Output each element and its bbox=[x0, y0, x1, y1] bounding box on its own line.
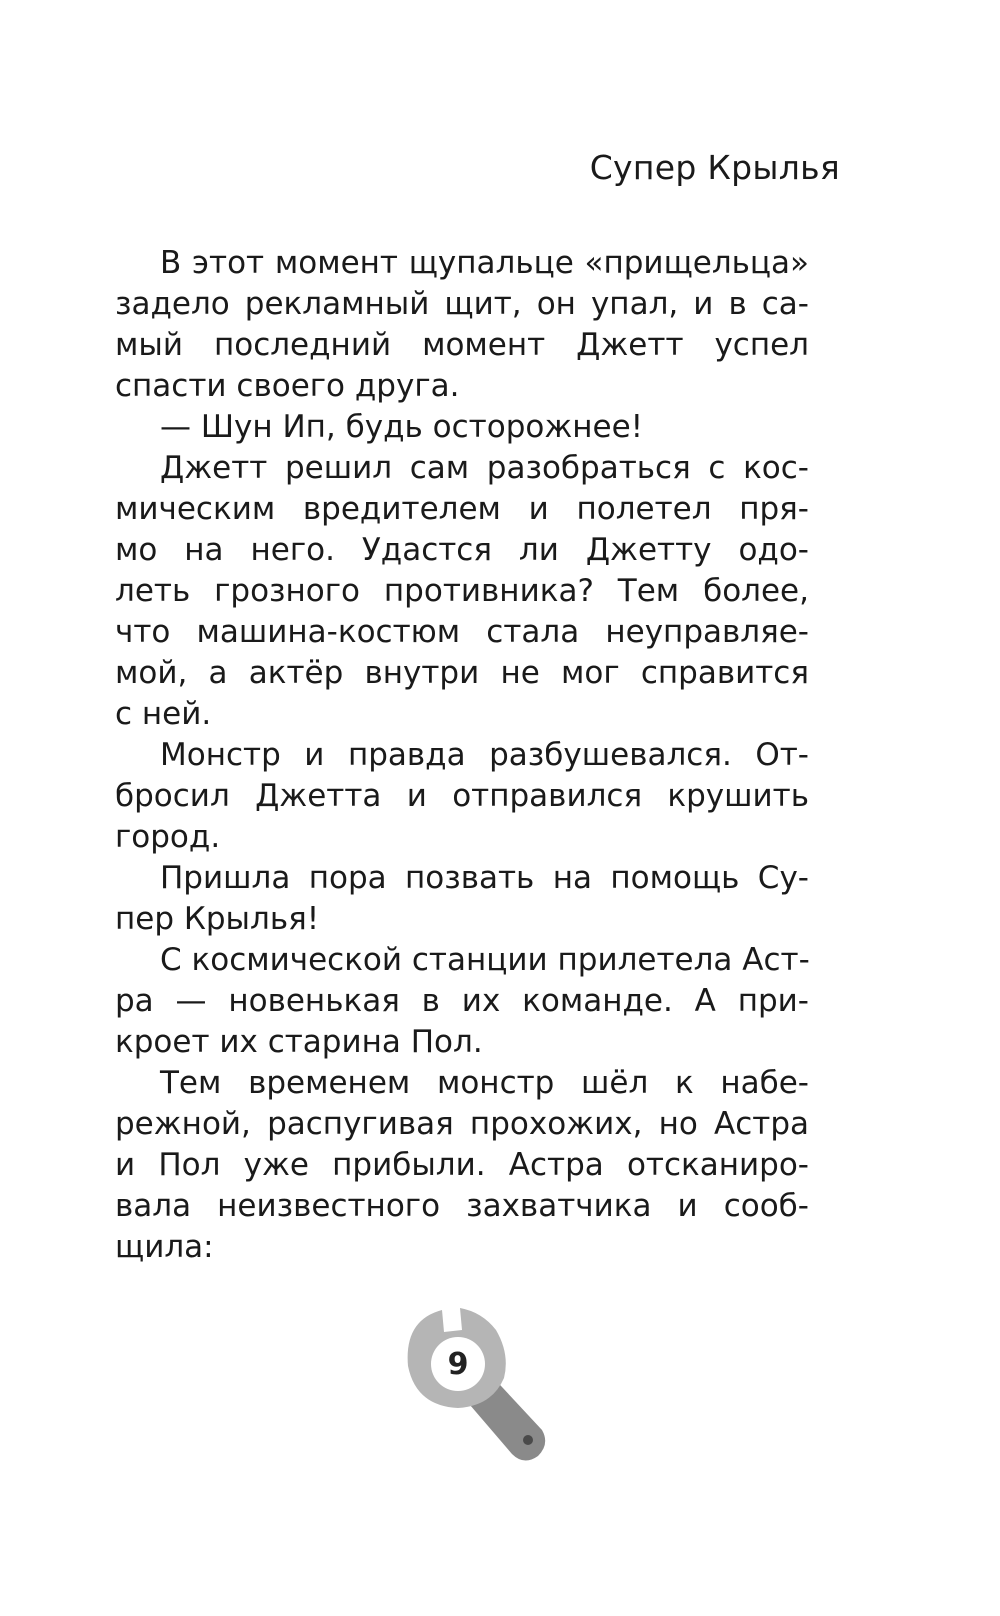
text-line: мо на него. Удастся ли Джетту одо- bbox=[115, 532, 809, 568]
page-number: 9 bbox=[447, 1347, 469, 1382]
text-line: с ней. bbox=[115, 696, 212, 732]
text-line: и Пол уже прибыли. Астра отсканиро- bbox=[115, 1147, 809, 1183]
text-line: Монстр и правда разбушевался. От- bbox=[160, 737, 809, 773]
wrench-icon bbox=[400, 1302, 560, 1472]
text-line: ра — новенькая в их команде. А при- bbox=[115, 983, 809, 1019]
text-line: щила: bbox=[115, 1229, 214, 1265]
text-line: вала неизвестного захватчика и сооб- bbox=[115, 1188, 809, 1224]
text-line: — Шун Ип, будь осторожнее! bbox=[160, 409, 644, 445]
text-line: Джетт решил сам разобраться с кос- bbox=[160, 450, 809, 486]
text-line: леть грозного противника? Тем более, bbox=[115, 573, 809, 609]
body-text bbox=[115, 243, 809, 1268]
text-line: С космической станции прилетела Аст- bbox=[160, 942, 810, 978]
text-line: что машина-костюм стала неуправляе- bbox=[115, 614, 809, 650]
running-title: Супер Крылья bbox=[589, 148, 840, 187]
text-line: мой, а актёр внутри не мог справится bbox=[115, 655, 809, 691]
text-line: режной, распугивая прохожих, но Астра bbox=[115, 1106, 809, 1142]
text-line: мый последний момент Джетт успел bbox=[115, 327, 809, 363]
text-line: В этот момент щупальце «прищельца» bbox=[160, 245, 809, 281]
text-line: мическим вредителем и полетел пря- bbox=[115, 491, 809, 527]
text-line: Пришла пора позвать на помощь Су- bbox=[160, 860, 809, 896]
text-line: кроет их старина Пол. bbox=[115, 1024, 483, 1060]
text-line: Тем временем монстр шёл к набе- bbox=[160, 1065, 809, 1101]
text-line: город. bbox=[115, 819, 221, 855]
text-line: задело рекламный щит, он упал, и в са- bbox=[115, 286, 809, 322]
text-line: пер Крылья! bbox=[115, 901, 320, 937]
text-line: бросил Джетта и отправился крушить bbox=[115, 778, 809, 814]
text-line: спасти своего друга. bbox=[115, 368, 460, 404]
